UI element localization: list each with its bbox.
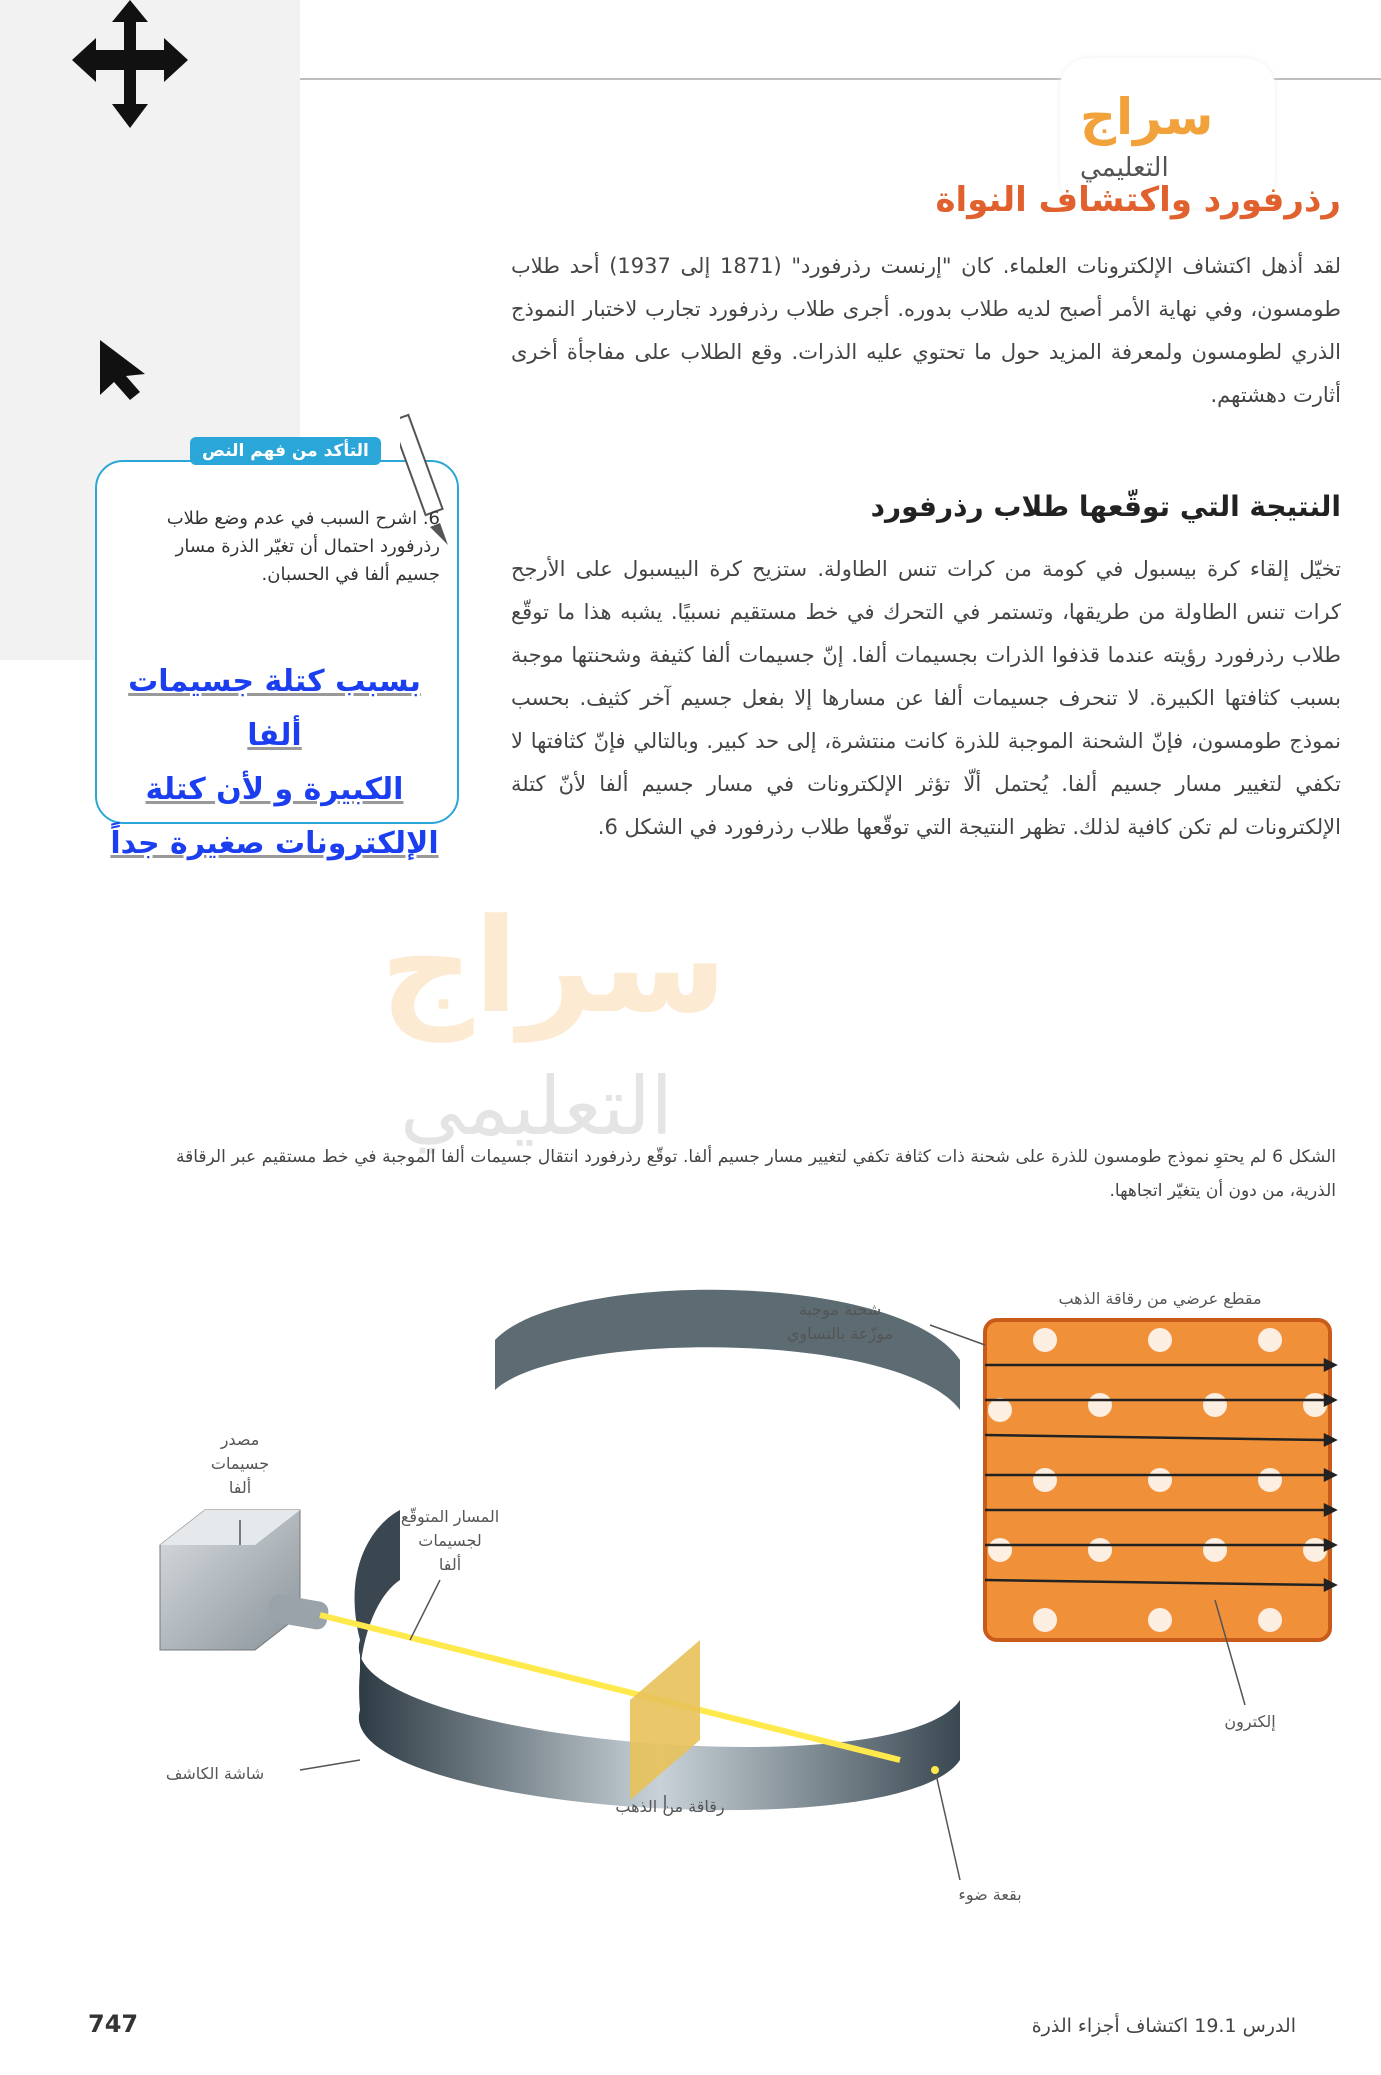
section-title: رذرفورد واكتشاف النواة (935, 180, 1341, 220)
check-tab: التأكد من فهم النص (190, 437, 381, 465)
watermark: سراج التعليمي (380, 890, 727, 1153)
footer-lesson: الدرس 19.1 اكتشاف أجزاء الذرة (1031, 2015, 1296, 2037)
label-detector: شاشة الكاشف (165, 1764, 265, 1783)
figure-caption: الشكل 6 لم يحتوِ نموذج طومسون للذرة على شحنة ذات كثافة تكفي لتغيير مسار جسيم ألفا. توقّع رذرفورد انتقال جسيمات ألفا الموجبة في خط مستقيم عبر الرقاقة الذرية، من دون أن يتغيّر اتجاهها. (176, 1147, 1336, 1201)
label-expected-path: المسار المتوقّع لجسيمات ألفا (400, 1507, 500, 1574)
answer-line-3: الإلكترونات صغيرة جداً (110, 826, 439, 861)
logo-sub-text: التعليمي (1080, 153, 1169, 183)
check-question: 6. اشرح السبب في عدم وضع طلاب رذرفورد احتمال أن تغيّر الذرة مسار جسيم ألفا في الحسبان. (166, 508, 440, 585)
label-gold-foil: رقاقة من الذهب (615, 1797, 725, 1816)
body-paragraph: تخيّل إلقاء كرة بيسبول في كومة من كرات تنس الطاولة. ستزيح كرة البيسبول على الأرجح كرات تنس الطاولة من طريقها، وتستمر في التحرك في خط مستقيم نسبيًا. يشبه هذا ما توقّع طلاب رذرفورد رؤيته عندما قذفوا الذرات بجسيمات ألفا. إنّ جسيمات ألفا كثيفة وشحنتها موجبة بسبب كثافتها الكبيرة. لا تنحرف جسيمات ألفا عن مسارها إلا بفعل جسيم آخر كثيف. بحسب نموذج طومسون، فإنّ الشحنة الموجبة للذرة كانت منتشرة، إلى حد كبير. وبالتالي فإنّ كثافتها لا تكفي لتغيير مسار جسيم ألفا. يُحتمل ألّا تؤثر الإلكترونات في مسار جسيم ألفا لأنّ كتلة الإلكترونات لم تكن كافية لذلك. تظهر النتيجة التي توقّعها طلاب رذرفورد في الشكل 6. (511, 557, 1341, 839)
label-flash: بقعة ضوء (958, 1885, 1022, 1904)
answer-line-2: الكبيرة و لأن كتلة (145, 772, 404, 807)
label-alpha-source: مصدر جسيمات ألفا (210, 1430, 270, 1497)
subheading: النتيجة التي توقّعها طلاب رذرفورد (870, 490, 1341, 523)
label-cross-section: مقطع عرضي من رقاقة الذهب (1058, 1289, 1262, 1308)
page-number: 747 (88, 2010, 139, 2038)
logo-main-text: سراج (1080, 88, 1214, 146)
label-electron: إلكترون (1224, 1712, 1276, 1731)
label-positive-charge: شحنة موجبة موزّعة بالتساوي (786, 1300, 894, 1343)
answer-line-1: بسبب كتلة جسيمات ألفا (128, 664, 421, 753)
intro-paragraph: لقد أذهل اكتشاف الإلكترونات العلماء. كان "إرنست رذرفورد" (1871 إلى 1937) أحد طلاب طومسون، وفي نهاية الأمر أصبح لديه طلاب بدوره. أجرى طلاب رذرفورد تجارب لاختبار النموذج الذري لطومسون ولمعرفة المزيد حول ما تحتوي عليه الذرات. وقع الطلاب على مفاجأة أخرى أثارت دهشتهم. (511, 254, 1341, 407)
